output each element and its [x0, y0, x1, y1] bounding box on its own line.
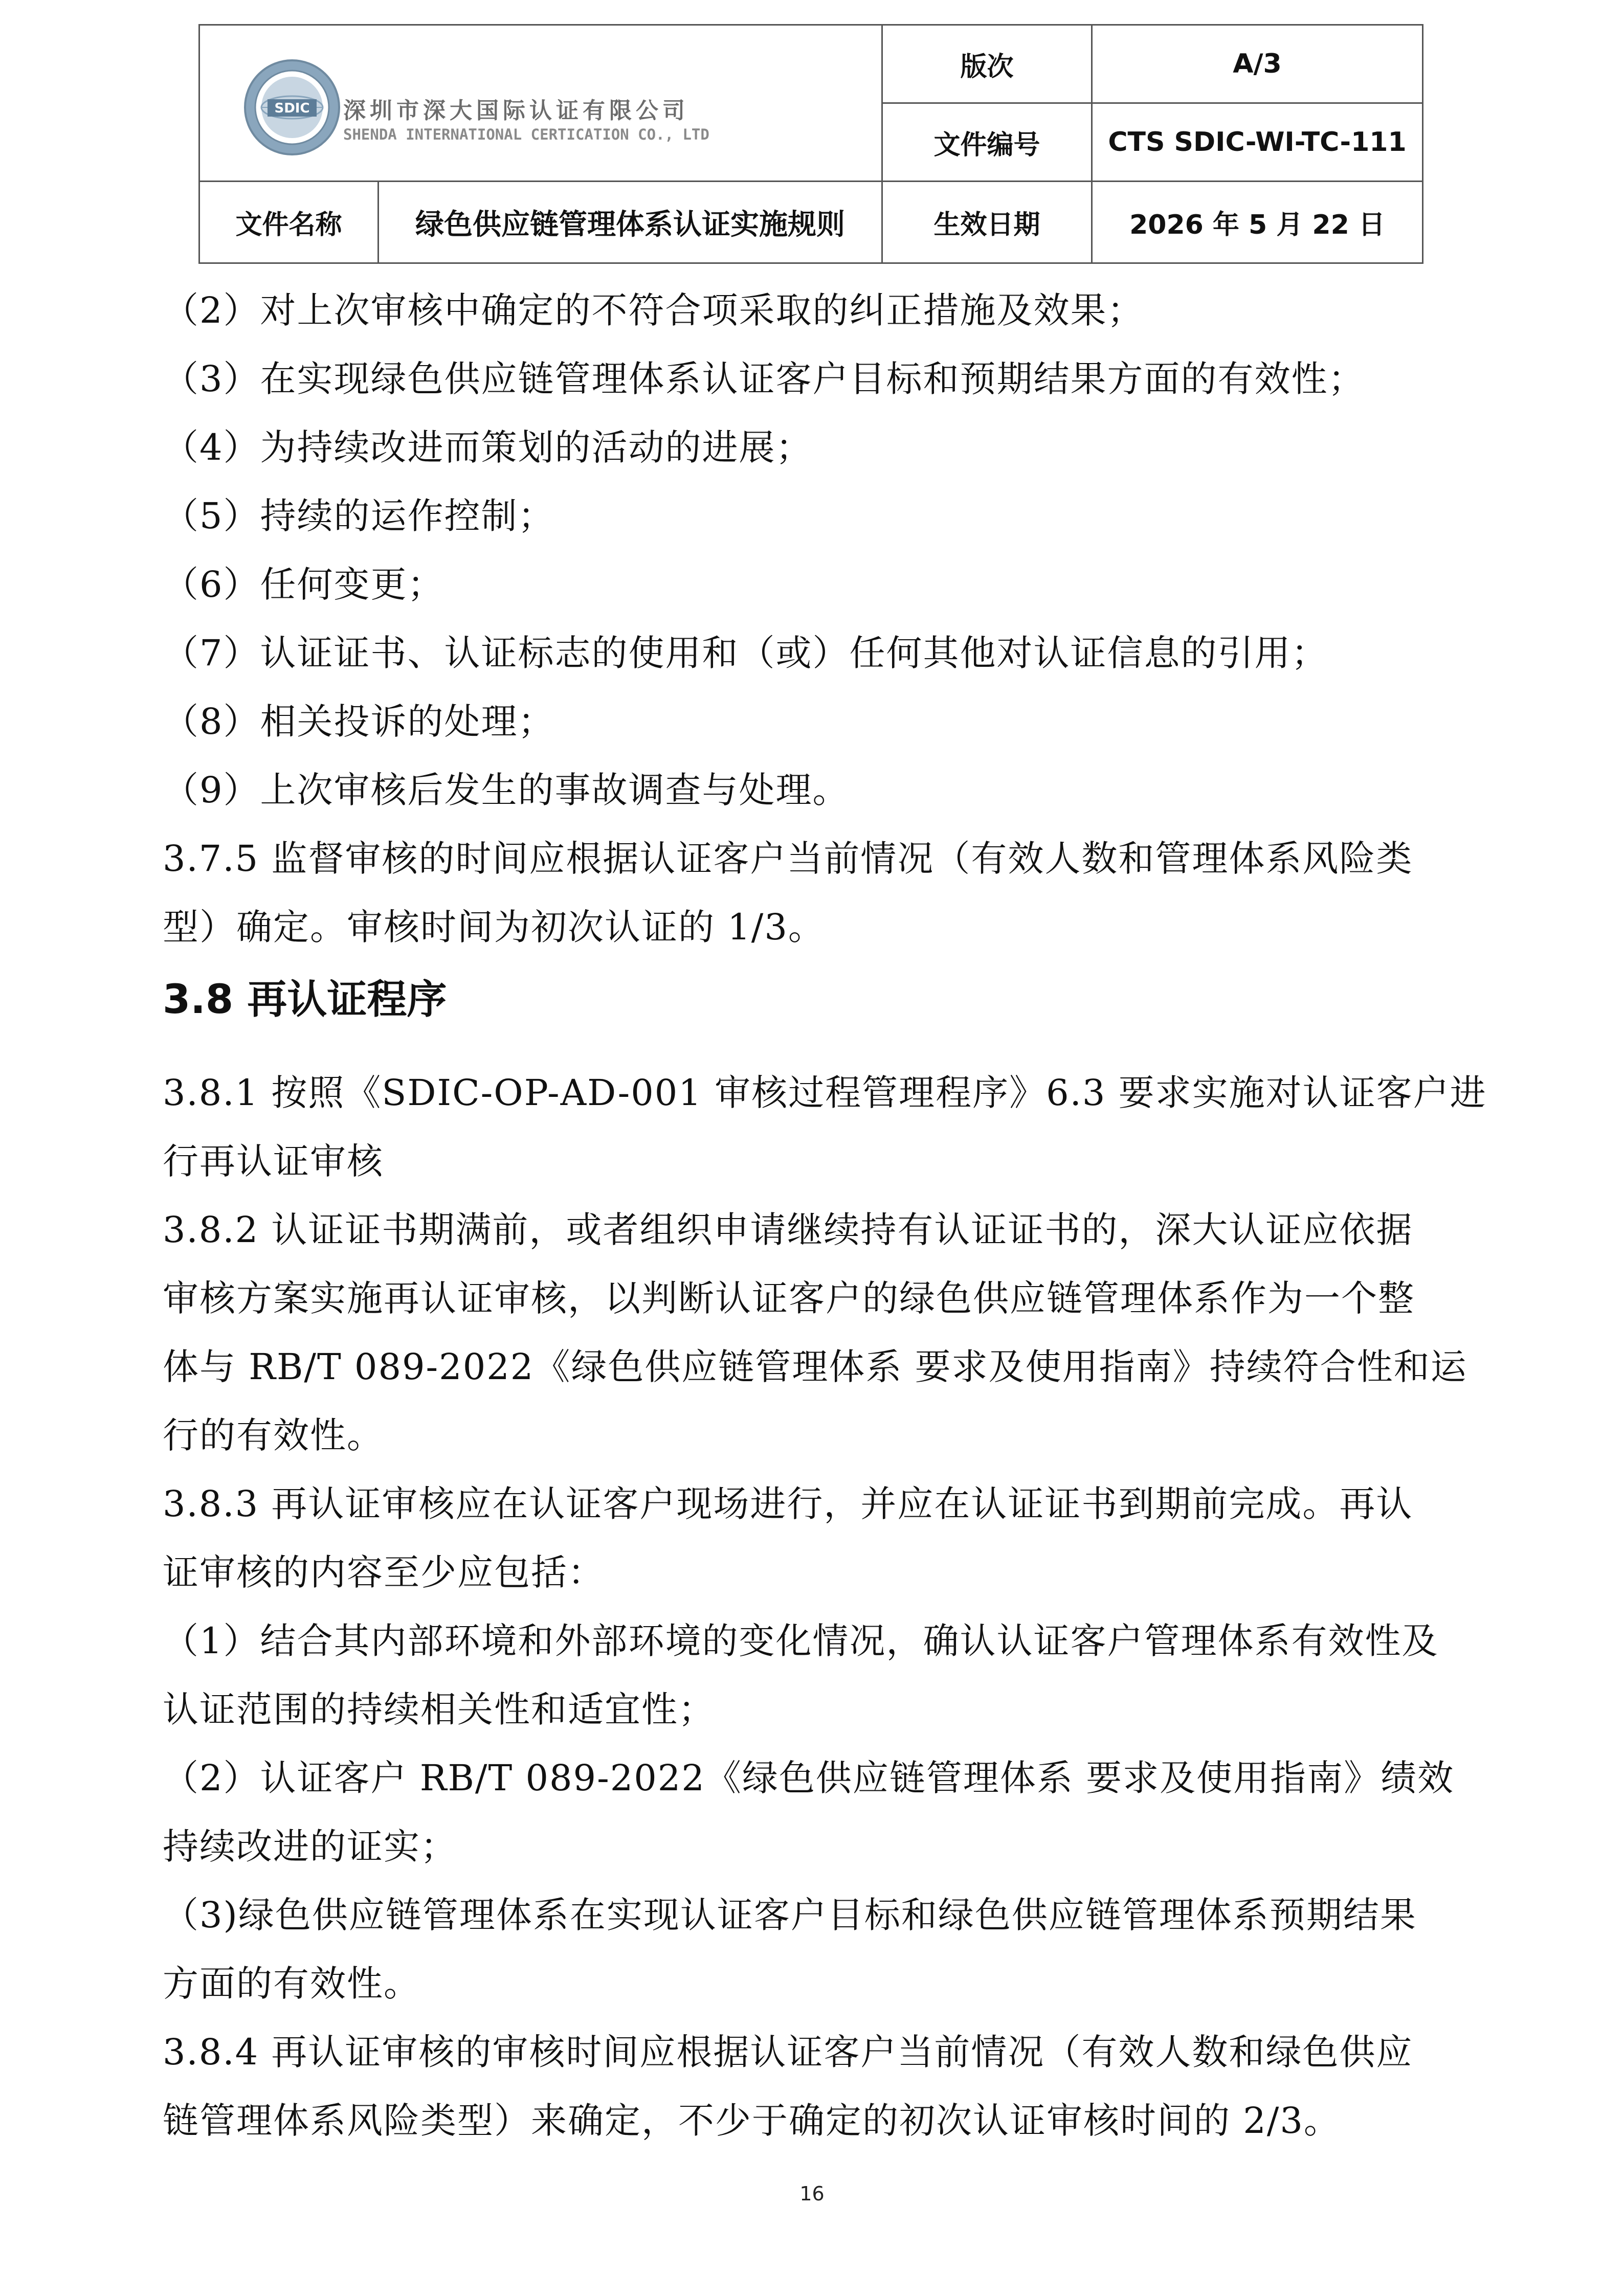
company-logo	[241, 56, 709, 179]
body-line: 方面的有效性。	[163, 1963, 420, 2005]
body-line: 审核方案实施再认证审核，以判断认证客户的绿色供应链管理体系作为一个整	[163, 1277, 1415, 1319]
body-line: 3.8.4 再认证审核的审核时间应根据认证客户当前情况（有效人数和绿色供应	[163, 2031, 1413, 2073]
doc-number-label: 文件编号	[882, 103, 1092, 182]
body-line: 链管理体系风险类型）来确定，不少于确定的初次认证审核时间的 2/3。	[163, 2100, 1341, 2142]
body-line: （9）上次审核后发生的事故调查与处理。	[163, 769, 850, 811]
body-line: 3.8.3 再认证审核应在认证客户现场进行，并应在认证证书到期前完成。再认	[163, 1483, 1413, 1525]
body-line: 行的有效性。	[163, 1414, 384, 1456]
body-line: （1）结合其内部环境和外部环境的变化情况，确认认证客户管理体系有效性及	[163, 1620, 1439, 1662]
doc-name-label: 文件名称	[199, 182, 379, 263]
body-line: （4）为持续改进而策划的活动的进展；	[163, 426, 813, 468]
edition-label: 版次	[882, 25, 1092, 103]
body-line: 型）确定。审核时间为初次认证的 1/3。	[163, 906, 825, 948]
effective-date-value: 2026 年 5 月 22 日	[1092, 182, 1423, 263]
body-line: 3.7.5 监督审核的时间应根据认证客户当前情况（有效人数和管理体系风险类	[163, 838, 1413, 880]
body-line: （8）相关投诉的处理；	[163, 701, 555, 742]
doc-name-value: 绿色供应链管理体系认证实施规则	[379, 182, 882, 263]
body-line: （3)绿色供应链管理体系在实现认证客户目标和绿色供应链管理体系预期结果	[163, 1894, 1417, 1936]
body-line: 行再认证审核	[163, 1140, 384, 1182]
document-header-table	[198, 24, 1423, 264]
effective-date-label: 生效日期	[882, 182, 1092, 263]
body-line: 证审核的内容至少应包括：	[163, 1551, 605, 1593]
body-line: 认证范围的持续相关性和适宜性；	[163, 1689, 715, 1730]
svg-text:SDIC: SDIC	[274, 101, 310, 116]
body-line: （6）任何变更；	[163, 564, 444, 605]
company-name-en: SHENDA INTERNATIONAL CERTICATION CO., LTD	[343, 126, 709, 143]
doc-number-value: CTS SDIC-WI-TC-111	[1092, 103, 1423, 182]
body-line: （5）持续的运作控制；	[163, 495, 555, 537]
body-line: （7）认证证书、认证标志的使用和（或）任何其他对认证信息的引用；	[163, 632, 1328, 674]
body-line: （2）认证客户 RB/T 089-2022《绿色供应链管理体系 要求及使用指南》绩效	[163, 1757, 1455, 1799]
sdic-emblem-icon	[241, 56, 343, 159]
body-line: 持续改进的证实；	[163, 1826, 457, 1867]
edition-value: A/3	[1092, 25, 1423, 103]
section-heading: 3.8 再认证程序	[163, 977, 447, 1023]
page-number: 16	[799, 2182, 825, 2205]
body-line: 体与 RB/T 089-2022《绿色供应链管理体系 要求及使用指南》持续符合性和运	[163, 1346, 1467, 1388]
body-line: （2）对上次审核中确定的不符合项采取的纠正措施及效果；	[163, 289, 1144, 331]
body-line: （3）在实现绿色供应链管理体系认证客户目标和预期结果方面的有效性；	[163, 358, 1365, 400]
body-line: 3.8.1 按照《SDIC-OP-AD-001 审核过程管理程序》6.3 要求实施对认证客户进	[163, 1072, 1487, 1114]
document-body	[163, 276, 1487, 2155]
body-line: 3.8.2 认证证书期满前，或者组织申请继续持有认证证书的，深大认证应依据	[163, 1209, 1413, 1251]
company-name-cn: 深圳市深大国际认证有限公司	[343, 98, 689, 124]
company-logo-cell	[199, 25, 882, 182]
